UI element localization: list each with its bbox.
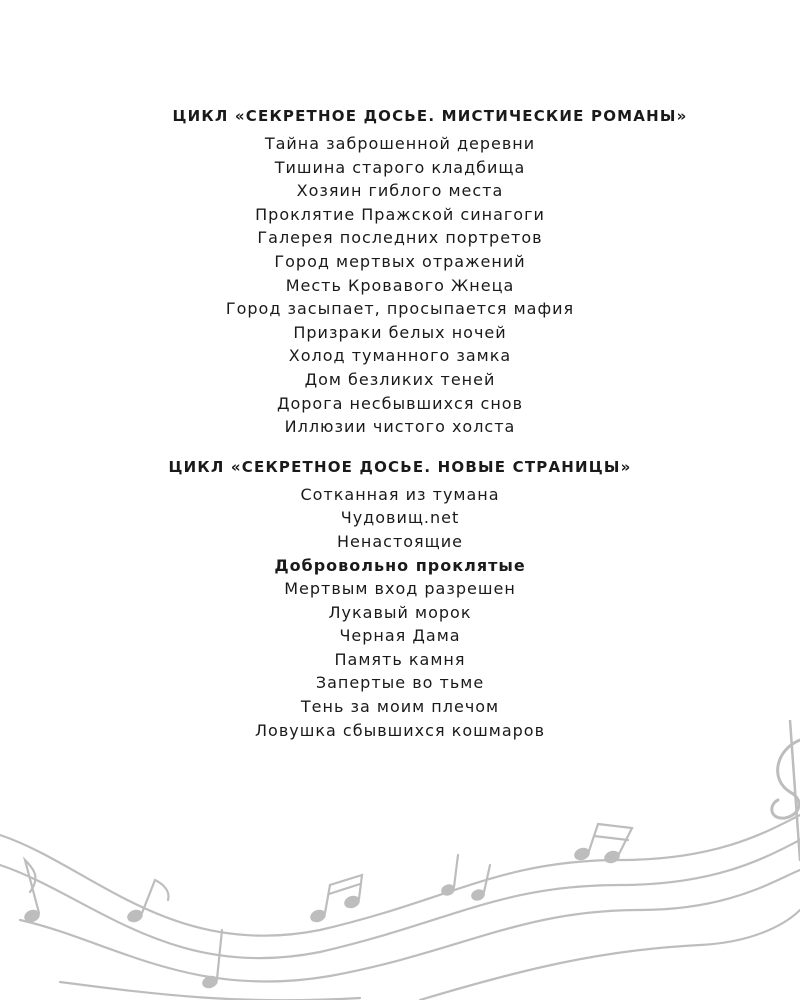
series-titles-list-new-pages <box>0 483 800 743</box>
eighth-note-icon <box>22 860 41 924</box>
book-title: Иллюзии чистого холста <box>284 417 516 437</box>
book-title: Дорога несбывшихся снов <box>276 393 524 413</box>
book-series-list <box>0 104 800 742</box>
staff-line <box>0 840 800 958</box>
quarter-note-icon <box>440 855 458 898</box>
book-title: Лукавый морок <box>328 602 472 622</box>
series-titles-list-mystic-novels <box>0 132 800 439</box>
book-title: Хозяин гиблого места <box>296 181 504 201</box>
quarter-note-icon <box>200 930 222 990</box>
staff-line <box>20 870 800 982</box>
book-title: Дом безликих теней <box>304 369 496 389</box>
book-title: Тень за моим плечом <box>300 697 500 717</box>
music-staff-decoration <box>0 720 800 1000</box>
book-title: Ненастоящие <box>337 531 463 551</box>
beamed-notes-icon <box>308 875 362 924</box>
book-title: Призраки белых ночей <box>293 322 507 342</box>
book-title: Черная Дама <box>339 626 461 646</box>
book-title: Город засыпает, просыпается мафия <box>225 299 575 319</box>
book-title: Тайна заброшенной деревни <box>264 134 536 153</box>
book-title: Сотканная из тумана <box>300 484 500 504</box>
book-title: Галерея последних портретов <box>257 228 543 248</box>
book-title: Холод туманного замка <box>288 346 512 366</box>
book-title: Ловушка сбывшихся кошмаров <box>255 720 545 740</box>
book-title: Тишина старого кладбища <box>274 157 526 177</box>
book-title: Чудовищ.net <box>340 508 460 528</box>
staff-line <box>0 815 800 936</box>
book-title: Проклятие Пражской синагоги <box>255 204 545 224</box>
series-heading-new-pages: ЦИКЛ «СЕКРЕТНОЕ ДОСЬЕ. НОВЫЕ СТРАНИЦЫ» <box>168 457 632 476</box>
staff-line <box>420 910 800 1000</box>
book-title: Город мертвых отражений <box>274 251 526 271</box>
book-title: Запертые во тьме <box>315 673 485 693</box>
series-heading-mystic-novels: ЦИКЛ «СЕКРЕТНОЕ ДОСЬЕ. МИСТИЧЕСКИЕ РОМАНЫ» <box>172 107 688 125</box>
book-title: Мертвым вход разрешен <box>284 579 516 599</box>
book-title: Месть Кровавого Жнеца <box>285 275 515 295</box>
book-title: Память камня <box>334 649 466 669</box>
book-title: Добровольно проклятые <box>274 555 526 575</box>
